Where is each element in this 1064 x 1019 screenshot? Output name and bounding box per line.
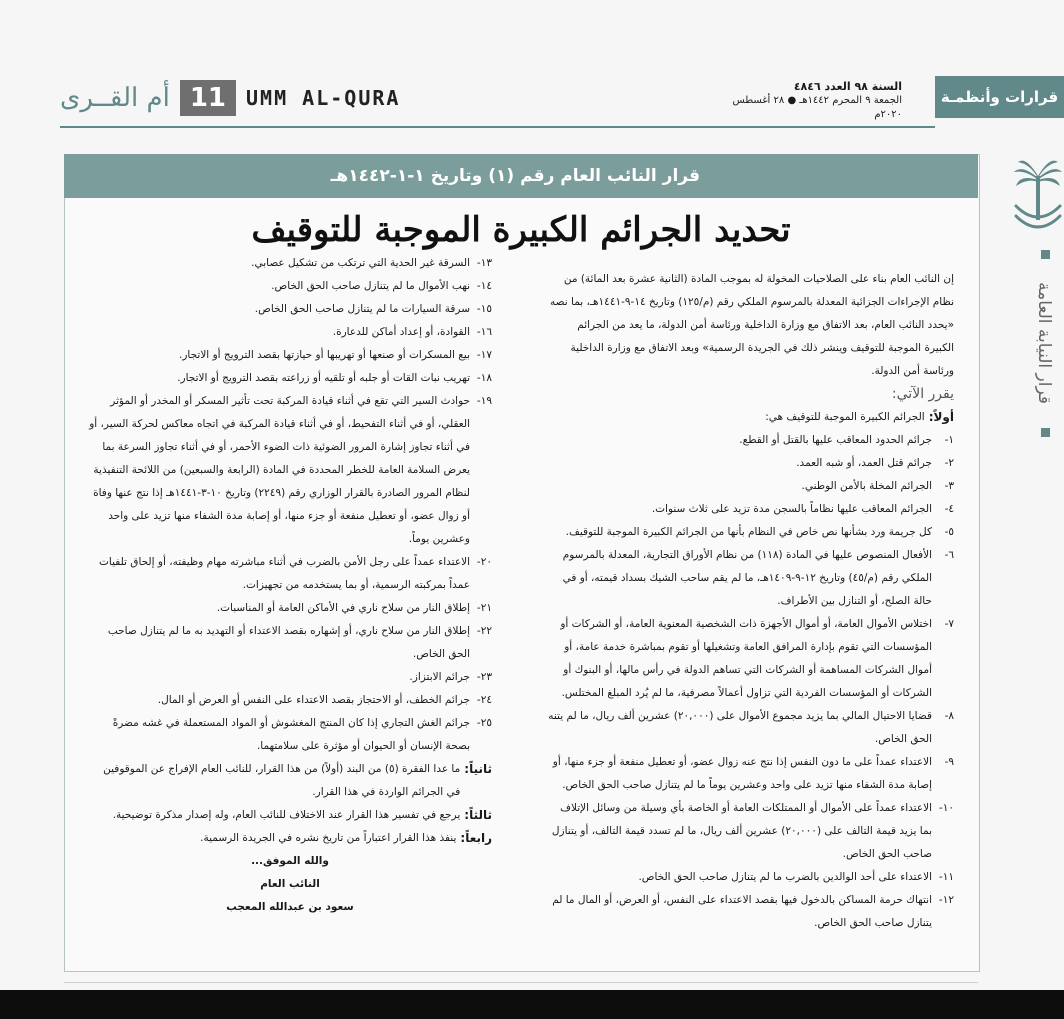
signer-title: النائب العام [260, 878, 320, 890]
item-number: ١١- [938, 871, 954, 883]
item-number: ١٩- [476, 395, 492, 407]
item-text: تهريب نبات القات أو جلبه أو تلقيه أو زراعته بقصد الترويج أو الاتجار. [177, 372, 470, 384]
list-item [546, 521, 954, 544]
list-item [546, 498, 954, 521]
clause-text: يرجع في تفسير هذا القرار عند الاختلاف للنائب العام، وله إصدار مذكرة توضيحية. [112, 809, 461, 821]
item-text: الجرائم المعاقب عليها نظاماً بالسجن مدة تزيد على ثلاث سنوات. [651, 503, 932, 515]
item-text: جرائم الابتزاز. [409, 671, 470, 683]
item-text: الاعتداء عمداً على رجل الأمن بالضرب في أثناء مباشرته مهام وظيفته، أو إلحاق تلفيات عمداً بمركبته الرسمية، أو بما يستخدمه من تجهيزات. [99, 556, 470, 591]
list-item [546, 429, 954, 452]
item-text: جرائم الغش التجاري إذا كان المنتج المغشوش أو المواد المستعملة في غشه مضرةً بصحة الإنسان أو الحيوان أو مؤثرة على سلامتهما. [112, 717, 470, 752]
list-item [546, 544, 954, 613]
logo-english: UMM AL-QURA [246, 86, 401, 110]
list-item [88, 712, 492, 758]
clause-second [88, 758, 492, 804]
item-text: كل جريمة ورد بشأنها نص خاص في النظام بأنها من الجرائم الكبيرة الموجبة للتوقيف. [565, 526, 932, 538]
decides-heading: يقرر الآتي: [891, 386, 954, 402]
item-text: الاعتداء عمداً على الأموال أو الممتلكات العامة أو الخاصة بأي وسيلة من وسائل الإتلاف بما يزيد قيمة التالف على (٢٠,٠٠٠) عشرين ألف ريال، ما لم تسدد قيمة التالف، أو يتنازل صاحب الحق الخاص. [551, 802, 932, 860]
item-number: ١٧- [476, 349, 492, 361]
item-text: الاعتداء على أحد الوالدين بالضرب ما لم يتنازل صاحب الحق الخاص. [638, 871, 932, 883]
palm-swords-icon [1012, 158, 1064, 240]
item-number: ١٨- [476, 372, 492, 384]
item-number: ٢٤- [476, 694, 492, 706]
list-item [546, 866, 954, 889]
item-text: جرائم الخطف، أو الاحتجاز بقصد الاعتداء على النفس أو العرض أو المال. [157, 694, 470, 706]
item-number: ٢٢- [476, 625, 492, 637]
item-number: ١٤- [476, 280, 492, 292]
item-text: اختلاس الأموال العامة، أو أموال الأجهزة ذات الشخصية المعنوية العامة، أو الشركات أو المؤسسات التي تقوم بإدارة المرافق العامة وتشغيلها أو تقوم بمباشرة خدمة عامة، أو أموال الشركات المساهمة أو الشركات التي تساهم الدولة في رأس مالها، أو البنوك أو الشركات أو المؤسسات الفردية التي تزاول أعمالاً مصرفية، ما لم يُرد المبلغ المختلس. [560, 618, 932, 699]
item-number: ٩- [944, 756, 954, 768]
list-item [88, 689, 492, 712]
signer-name: سعود بن عبدالله المعجب [226, 901, 354, 913]
list-item [546, 452, 954, 475]
header-rule [60, 126, 935, 128]
list-item [88, 666, 492, 689]
footer-rule [64, 982, 978, 983]
item-number: ١٦- [476, 326, 492, 338]
item-number: ٢٠- [476, 556, 492, 568]
item-number: ٤- [944, 503, 954, 515]
item-number: ٢١- [476, 602, 492, 614]
clause-third [88, 804, 492, 827]
list-item [546, 475, 954, 498]
list-item [88, 390, 492, 551]
list-item [546, 751, 954, 797]
item-number: ١٥- [476, 303, 492, 315]
clause-label: أولاً: [928, 410, 954, 424]
item-text: انتهاك حرمة المساكن بالدخول فيها بقصد الاعتداء على النفس، أو العرض، أو المال ما لم يتنازل صاحب الحق الخاص. [552, 894, 932, 929]
decision-banner: قرار النائب العام رقم (١) وتاريخ ١-١-١٤٤٢هـ [64, 154, 978, 198]
side-vertical-label: قرار النيابة العامة [1034, 282, 1054, 404]
issue-date: الجمعة ٩ المحرم ١٤٤٢هـ ● ٢٨ أغسطس ٢٠٢٠م [732, 95, 902, 120]
list-item [88, 551, 492, 597]
side-marker [1041, 428, 1050, 437]
item-text: الأفعال المنصوص عليها في المادة (١١٨) من نظام الأوراق التجارية، المعدلة بالمرسوم الملكي رقم (م/٤٥) وتاريخ ١٢-٩-١٤٠٩هـ، ما لم يقم ساحب الشيك بسداد قيمته، أو في حالة الصلح، أو التنازل بين الأطراف. [562, 549, 932, 607]
page-number: 11 [180, 80, 236, 116]
item-text: جرائم قتل العمد، أو شبه العمد. [796, 457, 932, 469]
item-text: إطلاق النار من سلاح ناري في الأماكن العامة أو المناسبات. [216, 602, 470, 614]
item-number: ٢- [944, 457, 954, 469]
clause-text: ما عدا الفقرة (٥) من البند (أولاً) من هذا القرار، للنائب العام الإفراج عن الموقوفين في الجرائم الواردة في هذا القرار. [103, 763, 461, 798]
list-item [88, 620, 492, 666]
item-text: بيع المسكرات أو صنعها أو تهريبها أو حيازتها بقصد الترويج أو الاتجار. [179, 349, 470, 361]
crimes-list-left [88, 252, 492, 758]
item-number: ١٣- [476, 257, 492, 269]
item-number: ٨- [944, 710, 954, 722]
crimes-list-right [546, 429, 954, 935]
item-number: ٧- [944, 618, 954, 630]
item-text: جرائم الحدود المعاقب عليها بالقتل أو القطع. [739, 434, 932, 446]
list-item [546, 889, 954, 935]
list-item [546, 613, 954, 705]
right-column [546, 268, 954, 935]
masthead [60, 78, 400, 118]
list-item [546, 705, 954, 751]
list-item [546, 797, 954, 866]
article-headline: تحديد الجرائم الكبيرة الموجبة للتوقيف [251, 210, 791, 250]
section-tab: قرارات وأنظمـة [935, 76, 1064, 118]
closing-phrase: والله الموفق... [251, 855, 329, 867]
bottom-bar [0, 990, 1064, 1019]
list-item [88, 275, 492, 298]
list-item [88, 344, 492, 367]
clause-label: ثالثاً: [464, 808, 492, 822]
item-text: حوادث السير التي تقع في أثناء قيادة المركبة تحت تأثير المسكر أو المخدر أو المؤثر العقلي، أو في أثناء التفحيط، أو في أثناء قيادة المركبة في اتجاه معاكس لحركة السير، أو في أثناء تجاوز إشارة المرور الضوئية ذات الضوء الأحمر، أو في أثناء تجاوز السرعة بما يعرض السلامة العامة للخطر المحددة في المادة (الرابعة والسبعين) من اللائحة التنفيذية لنظام المرور الصادرة بالقرار الوزاري رقم (٢٢٤٩) وتاريخ ١٠-٣-١٤٤١هـ إذا نتج عنها وفاة أو زوال عضو، أو تعطيل منفعة أو جزء منها، أو إصابة مدة الشفاء منها تزيد على واحد وعشرين يوماً. [89, 395, 470, 545]
item-number: ١- [944, 434, 954, 446]
intro-paragraph: إن النائب العام بناء على الصلاحيات المخولة له بموجب المادة (الثانية عشرة بعد المائة) من نظام الإجراءات الجزائية المعدلة بالمرسوم الملكي رقم (م/١٢٥) وتاريخ ١٤-٩-١٤٤١هـ، بما نصه «يحدد النائب العام، بعد الاتفاق مع وزارة الداخلية ورئاسة أمن الدولة، ما يعد من الجرائم الكبيرة الموجبة للتوقيف وينشر ذلك في الجريدة الرسمية» وبعد الاتفاق مع وزارة الداخلية ورئاسة أمن الدولة. [550, 273, 954, 377]
item-number: ٥- [944, 526, 954, 538]
item-number: ١٠- [938, 802, 954, 814]
list-item [88, 298, 492, 321]
item-number: ٣- [944, 480, 954, 492]
item-number: ٦- [944, 549, 954, 561]
item-number: ٢٥- [476, 717, 492, 729]
item-text: قضايا الاحتيال المالي بما يزيد مجموع الأموال على (٢٠,٠٠٠) عشرين ألف ريال، ما لم يتنه الحق الخاص. [548, 710, 932, 745]
item-text: القوادة، أو إعداد أماكن للدعارة. [332, 326, 470, 338]
issue-info [712, 80, 902, 122]
item-number: ٢٣- [476, 671, 492, 683]
list-item [88, 367, 492, 390]
item-text: سرقة السيارات ما لم يتنازل صاحب الحق الخاص. [254, 303, 470, 315]
clause-label: رابعاً: [460, 831, 492, 845]
clause-label: ثانياً: [464, 762, 492, 776]
item-text: الاعتداء عمداً على ما دون النفس إذا نتج عنه زوال عضو، أو تعطيل منفعة أو جزء منها، أو إصابة مدة الشفاء منها تزيد على واحد وعشرين يوماً ما لم يتنازل صاحب الحق الخاص. [552, 756, 932, 791]
logo-arabic: أم القــرى [60, 83, 170, 113]
item-text: إطلاق النار من سلاح ناري، أو إشهاره بقصد الاعتداء أو التهديد به ما لم يتنازل صاحب الحق الخاص. [107, 625, 470, 660]
clause-first [546, 406, 954, 429]
item-text: نهب الأموال ما لم يتنازل صاحب الحق الخاص. [271, 280, 470, 292]
item-number: ١٢- [938, 894, 954, 906]
clause-fourth [88, 827, 492, 850]
clause-text: الجرائم الكبيرة الموجبة للتوقيف هي: [765, 411, 925, 423]
side-marker [1041, 250, 1050, 259]
item-text: الجرائم المخلة بالأمن الوطني. [801, 480, 932, 492]
clause-text: ينفذ هذا القرار اعتباراً من تاريخ نشره في الجريدة الرسمية. [200, 832, 457, 844]
list-item [88, 321, 492, 344]
issue-year-number: السنة ٩٨ العدد ٤٨٤٦ [793, 80, 902, 93]
left-column [88, 252, 492, 919]
item-text: السرقة غير الحدية التي ترتكب من تشكيل عصابي. [251, 257, 470, 269]
list-item [88, 597, 492, 620]
list-item [88, 252, 492, 275]
